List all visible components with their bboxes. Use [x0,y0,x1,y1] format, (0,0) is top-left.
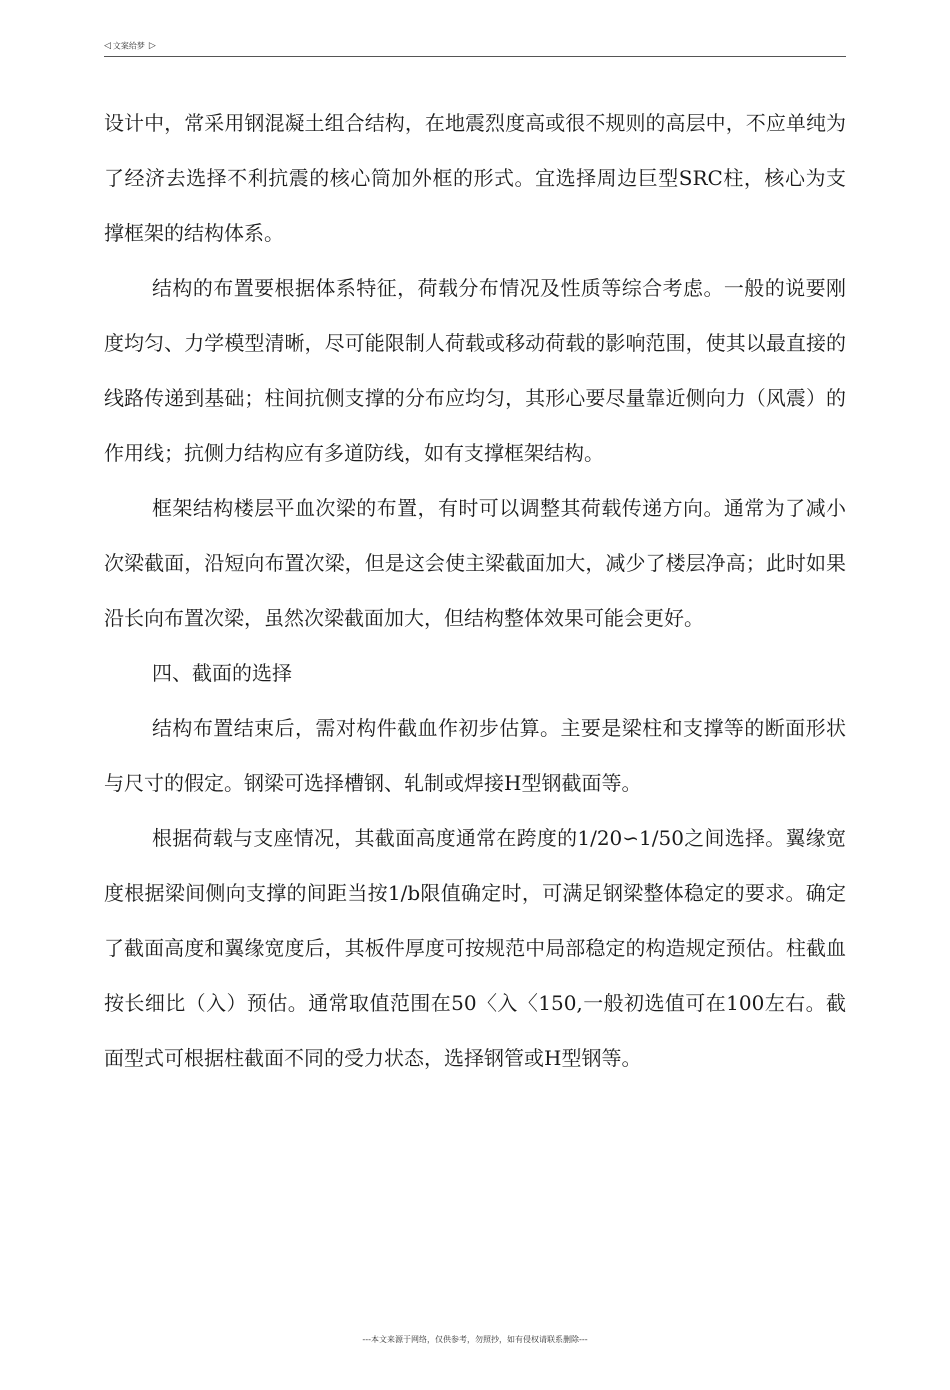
paragraph-1: 设计中，常采用钢混凝土组合结构，在地震烈度高或很不规则的高层中，不应单纯为了经济去选择不利抗震的核心筒加外框的形式。宜选择周边巨型SRC柱，核心为支撑框架的结构体系。 [104,111,846,245]
paragraph-4: 结构布置结束后，需对构件截血作初步估算。主要是梁柱和支撑等的断面形状与尺寸的假定。钢梁可选择槽钢、轧制或焊接H型钢截面等。 [104,716,846,795]
header-title: 文案给梦 [112,41,145,51]
paragraph-3: 框架结构楼层平血次梁的布置，有时可以调整其荷载传递方向。通常为了减小次梁截面，沿短向布置次梁，但是这会使主梁截面加大，减少了楼层净高；此时如果沿长向布置次梁，虽然次梁截面加大，但结构整体效果可能会更好。 [104,496,846,630]
section-heading: 四、截面的选择 [152,661,292,685]
header-brand [104,40,156,53]
paragraph-2: 结构的布置要根据体系特征，荷载分布情况及性质等综合考虑。一般的说要刚度均匀、力学模型清晰，尽可能限制人荷载或移动荷载的影响范围，使其以最直接的线路传递到基础；柱间抗侧支撑的分布应均匀，其形心要尽量靠近侧向力（风震）的作用线；抗侧力结构应有多道防线，如有支撑框架结构。 [104,276,846,465]
page-header [104,40,846,57]
triangle-left-icon: ◁ [104,41,111,51]
page-footer-disclaimer: ---本文来源于网络，仅供参考，勿照抄，如有侵权请联系删除--- [362,1335,588,1344]
document-body [104,96,846,1086]
paragraph-5: 根据荷载与支座情况，其截面高度通常在跨度的1/20∽1/50之间选择。翼缘宽度根据梁间侧向支撑的间距当按1/b限值确定时，可满足钢梁整体稳定的要求。确定了截面高度和翼缘宽度后，其板件厚度可按规范中局部稳定的构造规定预估。柱截血按长细比（入）预估。通常取值范围在50〈入〈150,一般初选值可在100左右。截面型式可根据柱截面不同的受力状态，选择钢管或H型钢等。 [104,826,846,1070]
triangle-right-icon: ▷ [148,41,156,51]
